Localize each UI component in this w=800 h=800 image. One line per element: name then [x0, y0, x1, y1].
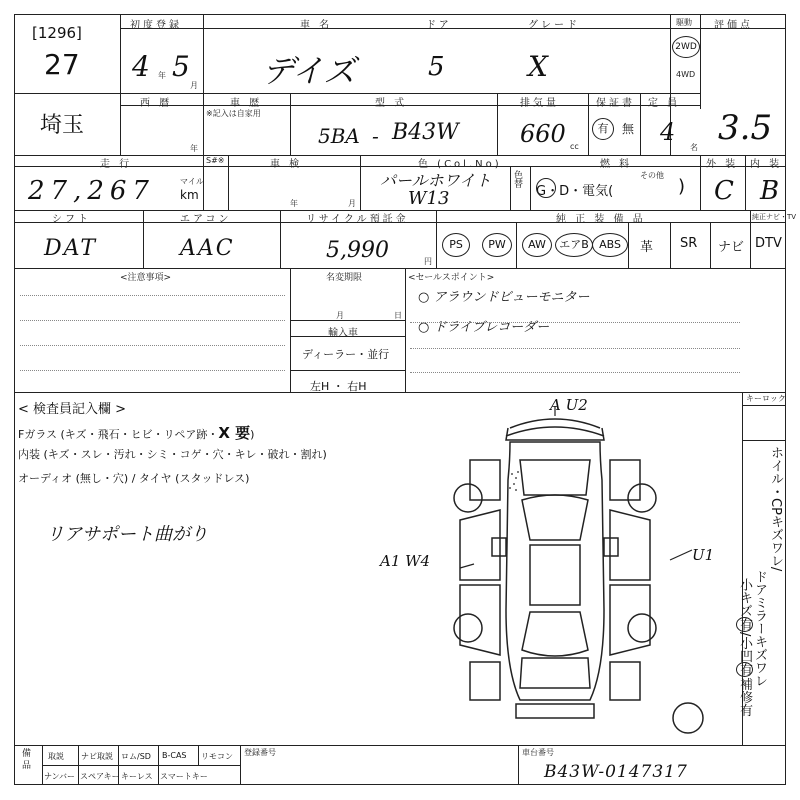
ac-label: エアコン: [180, 214, 232, 225]
inspector-title: < 検査員記入欄 >: [18, 402, 127, 417]
legend-small-dent: /小凹: [737, 632, 752, 663]
reg-number-label: 登録番号: [244, 748, 276, 757]
sh-label: S#※: [206, 156, 225, 165]
import-label: 輸入車: [328, 328, 358, 339]
first-registration-label: 初度登録: [130, 20, 182, 31]
shift-label: シフト: [52, 214, 91, 225]
warranty-yes-circled: 有: [592, 118, 614, 140]
shift-value: DAT: [44, 236, 97, 261]
color-code: W13: [408, 188, 450, 209]
footer-plate: ナンバー: [44, 772, 76, 781]
car-name-label: 車 名: [300, 20, 333, 31]
footer-manual: 取説: [48, 752, 64, 761]
equip-airbag: エアB: [555, 233, 593, 257]
color-change-label: 色替: [512, 170, 522, 188]
footer-rom-sd: ロム/SD: [121, 752, 151, 761]
warranty-no: 無: [622, 122, 635, 136]
sales-point-1: ○ アラウンドビューモニター: [418, 290, 590, 305]
equip-dtv: DTV: [755, 236, 782, 251]
month-suffix: 月: [190, 81, 198, 90]
owner-change-day: 日: [394, 311, 402, 320]
displacement-label: 排気量: [520, 98, 559, 109]
vehicle-history-note: ※記入は自家用: [206, 109, 261, 118]
legend-wheel: ホイル・CPキズワレ/: [768, 446, 783, 572]
damage-mark-left: A1 W4: [380, 552, 431, 570]
ac-value: AAC: [180, 236, 235, 261]
region: 埼玉: [40, 113, 85, 138]
interior-label: 内 装: [750, 159, 783, 170]
fuel-options: G・D・電気(: [536, 184, 614, 199]
fuel-label: 燃 料: [600, 159, 633, 170]
equip-pw: PW: [482, 233, 512, 257]
recycle-deposit: 5,990: [326, 238, 389, 263]
equip-sunroof: SR: [680, 236, 698, 251]
drive-label: 駆動: [676, 18, 692, 27]
equip-aw: AW: [522, 233, 552, 257]
first-registration-month: 5: [172, 50, 190, 83]
equip-abs: ABS: [592, 233, 628, 257]
damage-mark-front: A U2: [550, 396, 588, 414]
interior-grade: B: [760, 176, 780, 206]
legend-small-scratch: 小キズ: [737, 578, 752, 617]
keyless-label: キーロック: [746, 394, 786, 403]
recycle-label: リサイクル預託金: [306, 214, 409, 225]
inspector-handwritten-note: リアサポート曲がり: [46, 524, 208, 545]
legend-repaired: 補修有: [737, 677, 752, 717]
inspector-glass: [18, 422, 254, 443]
vehicle-history-label: 車 歴: [230, 98, 263, 109]
sales-points-label: <セールスポイント>: [408, 273, 495, 283]
sales-point-1-text: アラウンドビューモニター: [433, 290, 590, 305]
fuel-gas-circle: [536, 178, 556, 198]
mileage-label: 走 行: [100, 159, 133, 170]
drive-2wd-circled: 2WD: [672, 36, 700, 58]
chassis-number: B43W-0147317: [544, 762, 688, 782]
mile-unit: マイル: [180, 177, 204, 186]
model-label: 型 式: [375, 98, 408, 109]
capacity-label: 定 員: [648, 98, 681, 109]
drive-4wd: 4WD: [676, 70, 696, 79]
capacity-unit: 名: [690, 143, 698, 152]
yen-unit: 円: [424, 257, 432, 266]
owner-change-month: 月: [336, 311, 344, 320]
inspector-interior: 内装 (キズ・スレ・汚れ・シミ・コゲ・穴・キレ・破れ・割れ): [18, 448, 327, 461]
fuel-other: その他: [640, 171, 664, 180]
color-label: 色 (Col.No): [418, 159, 502, 170]
car-name: デイズ: [262, 52, 356, 90]
glass-label: Fガラス (キズ・飛石・ヒビ・リペア跡・: [18, 428, 219, 441]
sales-point-2-text: ドライブレコーダー: [433, 320, 550, 335]
sales-point-2: ○ ドライブレコーダー: [418, 320, 550, 335]
capacity: 4: [660, 118, 676, 146]
door-count: 5: [428, 52, 445, 82]
footer-bcas: B-CAS: [162, 751, 187, 760]
equipment-footer-label: 備 品: [20, 748, 30, 769]
legend-yes-1: 有: [737, 618, 752, 631]
steering-side: 左H ・ 右H: [310, 380, 367, 393]
inspector-audio-tires: オーディオ (無し・穴) / タイヤ (スタッドレス): [18, 472, 250, 485]
evaluation-score: 3.5: [718, 108, 773, 148]
first-registration-year: 4: [132, 50, 150, 83]
glass-close: ): [250, 428, 255, 441]
equip-leather: 革: [640, 240, 654, 255]
footer-keyless: キーレス: [121, 772, 153, 781]
warranty-label: 保証書: [596, 98, 635, 109]
caution-label: <注意事項>: [120, 273, 172, 283]
chassis-label: 車台番号: [522, 748, 554, 757]
footer-smart-key: スマートキー: [160, 772, 208, 781]
dealer-parallel: ディーラー・並行: [302, 348, 390, 361]
car-damage-diagram: [430, 400, 730, 740]
model-prefix: 5BA: [318, 124, 360, 148]
door-label: ドア: [426, 20, 452, 31]
footer-remote: リモコン: [201, 752, 233, 761]
year-suffix: 年: [158, 71, 166, 80]
footer-navi-manual: ナビ取説: [81, 752, 113, 761]
legend-scratch: [737, 578, 752, 716]
lot-number: [1296]: [32, 24, 82, 42]
year-suffix-2: 年: [190, 144, 198, 153]
grade-label: グレード: [528, 20, 580, 31]
inspection-label: 車 検: [270, 159, 303, 170]
inspection-month: 月: [348, 199, 356, 208]
equip-ps: PS: [442, 233, 470, 257]
auction-day: 27: [44, 48, 80, 81]
exterior-label: 外 装: [706, 159, 739, 170]
grade-value: X: [528, 50, 548, 83]
score-label: 評価点: [714, 20, 753, 31]
displacement: 660: [520, 120, 566, 148]
legend-yes-2: 有: [737, 663, 752, 677]
owner-change-label: 名変期限: [326, 273, 363, 283]
cc-unit: cc: [570, 142, 579, 151]
footer-spare-key: スペアキー: [80, 772, 120, 781]
inspection-year: 年: [290, 199, 298, 208]
equip-navi: ナビ: [718, 240, 745, 255]
legend-mirror: ドアミラーキズワレ: [752, 570, 767, 687]
tuner-label: 純正ナビ・TV: [752, 213, 797, 221]
fuel-close: ): [678, 176, 686, 197]
km-unit: km: [180, 188, 199, 202]
model-dash: -: [372, 124, 379, 148]
model-code: B43W: [392, 120, 459, 145]
color-name: パールホワイト: [380, 171, 492, 190]
equipment-label: 純 正 装 備 品: [556, 214, 646, 225]
mileage: 27,267: [28, 176, 155, 206]
seireki-label: 西 暦: [140, 98, 173, 109]
exterior-grade: C: [714, 176, 734, 206]
glass-mark: X 要: [218, 424, 251, 442]
damage-mark-right: U1: [692, 546, 715, 564]
